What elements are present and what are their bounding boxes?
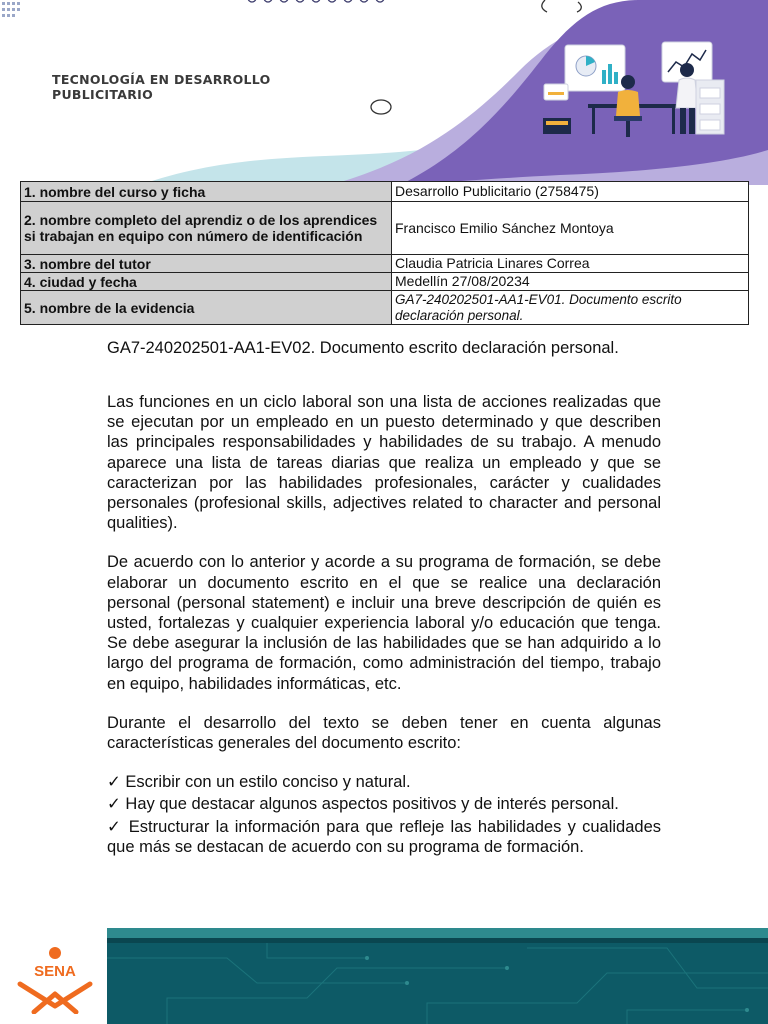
row-label: 5. nombre de la evidencia bbox=[21, 291, 392, 325]
evidence-title: GA7-240202501-AA1-EV02. Documento escrito declaración personal. bbox=[107, 339, 619, 357]
row-label: 1. nombre del curso y ficha bbox=[21, 182, 392, 202]
checklist-item: ✓ Escribir con un estilo conciso y natural. bbox=[107, 773, 411, 792]
row-value: Medellín 27/08/20234 bbox=[392, 273, 749, 291]
banner-title: TECNOLOGÍA EN DESARROLLO PUBLICITARIO bbox=[52, 72, 271, 102]
row-value: Claudia Patricia Linares Correa bbox=[392, 255, 749, 273]
evidence-info-table bbox=[20, 181, 749, 325]
footer-pattern-icon bbox=[107, 928, 768, 1024]
row-value: Francisco Emilio Sánchez Montoya bbox=[392, 202, 749, 255]
table-row bbox=[21, 182, 749, 202]
checklist bbox=[107, 772, 661, 857]
table-row bbox=[21, 273, 749, 291]
paragraph: Durante el desarrollo del texto se deben tener en cuenta algunas características generales del documento escrito: bbox=[107, 713, 661, 753]
table-row bbox=[21, 202, 749, 255]
header-banner bbox=[0, 0, 768, 185]
row-label: 2. nombre completo del aprendiz o de los aprendices si trabajan en equipo con número de identificación bbox=[21, 202, 392, 255]
checklist-item: ✓ Estructurar la información para que refleje las habilidades y cualidades que más se destacan de acuerdo con su programa de formación. bbox=[107, 817, 661, 856]
sena-logo-icon bbox=[12, 944, 98, 1014]
paragraph: Las funciones en un ciclo laboral son una lista de acciones realizadas que se ejecutan por un empleado en un puesto determinado y que describen las principales responsabilidades y habilidades de su trabajo. A menudo aparece una lista de tareas diarias que realiza un empleado y que se caracterizan por las habilidades profesionales, carácter y cualidades personales (profesional skills, adjectives related to character and personal qualities). bbox=[107, 393, 661, 533]
paragraph: De acuerdo con lo anterior y acorde a su programa de formación, se debe elaborar un documento escrito en el que se realice una declaración personal (personal statement) e incluir una breve descripción de quién es usted, fortalezas y cualquier experiencia laboral y/o educación que tenga. Se debe asegurar la inclusión de las habilidades que se han adquirido a lo largo del programa de formación, como administración del tiempo, trabajo en equipo, habilidades informáticas, etc. bbox=[107, 553, 661, 693]
row-label: 3. nombre del tutor bbox=[21, 255, 392, 273]
table-row bbox=[21, 255, 749, 273]
table-row bbox=[21, 291, 749, 325]
document-body bbox=[107, 392, 661, 859]
row-value: Desarrollo Publicitario (2758475) bbox=[392, 182, 749, 202]
checklist-item: ✓ Hay que destacar algunos aspectos positivos y de interés personal. bbox=[107, 795, 619, 814]
svg-text:SENA: SENA bbox=[34, 963, 76, 980]
row-label: 4. ciudad y fecha bbox=[21, 273, 392, 291]
row-value: GA7-240202501-AA1-EV01. Documento escrito declaración personal. bbox=[392, 291, 749, 325]
footer-band bbox=[107, 928, 768, 1024]
